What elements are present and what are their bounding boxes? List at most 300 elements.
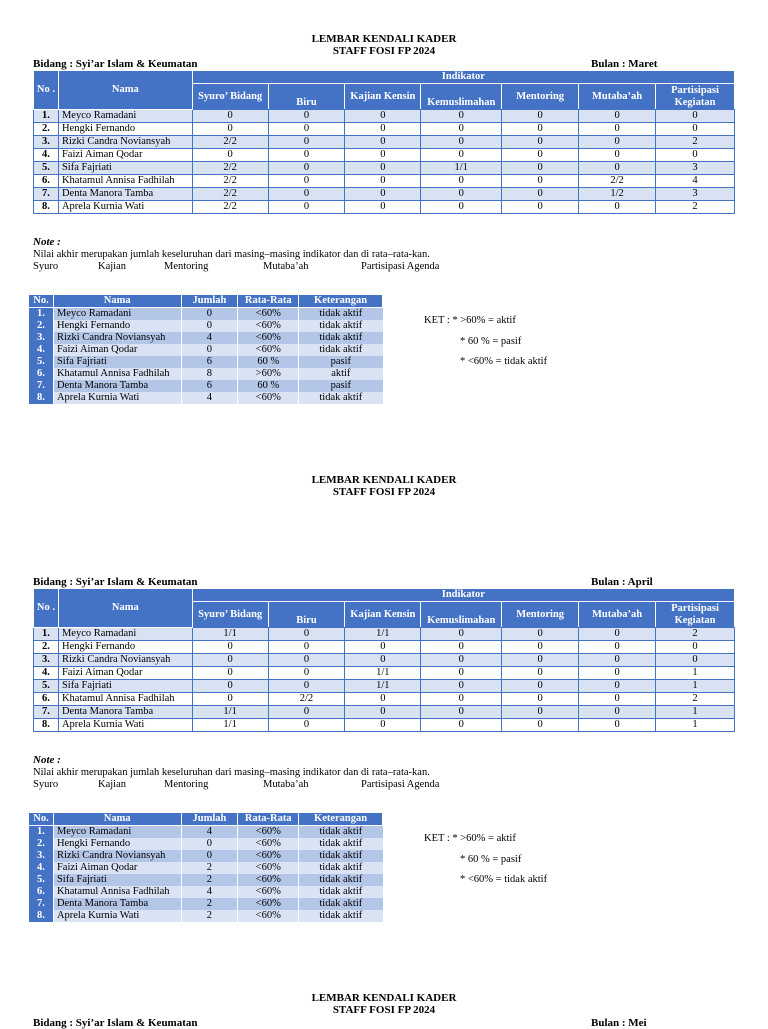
cell-kemus: 0 — [421, 136, 502, 149]
cell-ket: tidak aktif — [299, 862, 383, 874]
cell-mentoring: 0 — [502, 641, 579, 654]
cell-kajian: 0 — [345, 693, 421, 706]
cell-nama: Meyco Ramadani — [53, 826, 181, 839]
cell-kajian: 0 — [345, 110, 421, 123]
cell-syuro: 0 — [192, 149, 268, 162]
cell-jumlah: 2 — [181, 862, 238, 874]
cell-mutabaah: 0 — [579, 654, 656, 667]
cell-partisipasi: 0 — [656, 149, 735, 162]
cell-mutabaah: 0 — [579, 680, 656, 693]
cell-rata: <60% — [238, 850, 299, 862]
cell-ket: aktif — [299, 368, 383, 380]
cell-kemus: 0 — [421, 110, 502, 123]
hdr-mentoring: Mentoring — [164, 779, 209, 790]
bulan-label: Bulan : Mei — [591, 1017, 647, 1029]
col-mutabaah: Mutaba’ah — [579, 84, 656, 110]
cell-no: 7. — [29, 898, 54, 910]
cell-mentoring: 0 — [502, 706, 579, 719]
cell-biru: 0 — [268, 641, 345, 654]
cell-ket: tidak aktif — [299, 392, 383, 404]
note-label: Note : — [33, 236, 61, 248]
hdr-syuro: Syuro — [33, 261, 59, 272]
cell-kajian: 0 — [345, 654, 421, 667]
cell-biru: 0 — [268, 201, 345, 214]
cell-ket: pasif — [299, 356, 383, 368]
table-row — [29, 368, 383, 380]
table-row — [29, 898, 383, 910]
cell-biru: 0 — [268, 706, 345, 719]
cell-no: 5. — [34, 680, 59, 693]
cell-mutabaah: 1/2 — [579, 188, 656, 201]
cell-no: 3. — [34, 136, 59, 149]
table-row — [34, 201, 735, 214]
cell-biru: 0 — [268, 149, 345, 162]
cell-biru: 0 — [268, 136, 345, 149]
cell-mentoring: 0 — [502, 188, 579, 201]
table-row — [29, 356, 383, 368]
col-kemuslimahan: Kemuslimahan — [421, 84, 502, 110]
cell-biru: 0 — [268, 628, 345, 641]
sum-col-ket: Keterangan — [299, 813, 383, 826]
table-row — [34, 693, 735, 706]
cell-biru: 2/2 — [268, 693, 345, 706]
hdr-mentoring: Mentoring — [164, 261, 209, 272]
table-row — [34, 123, 735, 136]
cell-jumlah: 2 — [181, 898, 238, 910]
cell-syuro: 0 — [192, 641, 268, 654]
cell-nama: Khatamul Annisa Fadhilah — [53, 368, 181, 380]
cell-no: 4. — [29, 862, 54, 874]
table-row — [29, 850, 383, 862]
table-row — [29, 392, 383, 404]
cell-partisipasi: 3 — [656, 188, 735, 201]
cell-nama: Sifa Fajriati — [58, 680, 192, 693]
ket-line-2: * 60 % = pasif — [460, 854, 522, 865]
cell-mentoring: 0 — [502, 149, 579, 162]
cell-rata: <60% — [238, 898, 299, 910]
col-biru: Biru — [268, 84, 345, 110]
hdr-partisipasi: Partisipasi Agenda — [361, 261, 440, 272]
cell-syuro: 2/2 — [192, 175, 268, 188]
cell-no: 8. — [29, 392, 54, 404]
cell-no: 7. — [29, 380, 54, 392]
cell-rata: <60% — [238, 344, 299, 356]
cell-ket: tidak aktif — [299, 898, 383, 910]
page-title: LEMBAR KENDALI KADER — [311, 33, 457, 45]
cell-nama: Denta Manora Tamba — [53, 380, 181, 392]
cell-biru: 0 — [268, 175, 345, 188]
cell-rata: <60% — [238, 874, 299, 886]
cell-partisipasi: 1 — [656, 719, 735, 732]
note-text: Nilai akhir merupakan jumlah keseluruhan dari masing–masing indikator dan di rata–rata-kan. — [33, 249, 430, 260]
cell-kajian: 0 — [345, 641, 421, 654]
cell-jumlah: 0 — [181, 308, 238, 321]
sum-col-nama: Nama — [53, 295, 181, 308]
ket-line-1: KET : * >60% = aktif — [424, 315, 516, 326]
col-kemuslimahan: Kemuslimahan — [421, 602, 502, 628]
cell-kajian: 1/1 — [345, 680, 421, 693]
cell-no: 1. — [34, 110, 59, 123]
cell-syuro: 0 — [192, 693, 268, 706]
page-title: LEMBAR KENDALI KADER — [311, 992, 457, 1004]
cell-no: 8. — [34, 719, 59, 732]
cell-partisipasi: 2 — [656, 693, 735, 706]
hdr-mutabaah: Mutaba’ah — [263, 261, 309, 272]
cell-kemus: 0 — [421, 641, 502, 654]
cell-mutabaah: 0 — [579, 110, 656, 123]
cell-partisipasi: 1 — [656, 667, 735, 680]
col-biru: Biru — [268, 602, 345, 628]
cell-jumlah: 2 — [181, 874, 238, 886]
sum-col-rata: Rata-Rata — [238, 813, 299, 826]
cell-mutabaah: 0 — [579, 201, 656, 214]
col-partisipasi: Partisipasi Kegiatan — [656, 602, 735, 628]
cell-mentoring: 0 — [502, 628, 579, 641]
cell-kemus: 0 — [421, 175, 502, 188]
table-row — [34, 162, 735, 175]
cell-ket: pasif — [299, 380, 383, 392]
cell-no: 6. — [34, 175, 59, 188]
cell-kajian: 0 — [345, 201, 421, 214]
cell-no: 5. — [29, 356, 54, 368]
cell-nama: Hengki Fernando — [53, 320, 181, 332]
cell-nama: Hengki Fernando — [58, 641, 192, 654]
cell-kajian: 0 — [345, 175, 421, 188]
cell-jumlah: 0 — [181, 850, 238, 862]
table-row — [34, 719, 735, 732]
cell-jumlah: 8 — [181, 368, 238, 380]
cell-jumlah: 4 — [181, 332, 238, 344]
hdr-mutabaah: Mutaba’ah — [263, 779, 309, 790]
cell-kajian: 0 — [345, 188, 421, 201]
ket-line-3: * <60% = tidak aktif — [460, 874, 548, 885]
cell-ket: tidak aktif — [299, 850, 383, 862]
cell-partisipasi: 1 — [656, 706, 735, 719]
cell-biru: 0 — [268, 162, 345, 175]
cell-rata: <60% — [238, 392, 299, 404]
cell-partisipasi: 2 — [656, 201, 735, 214]
cell-syuro: 2/2 — [192, 162, 268, 175]
note-label: Note : — [33, 754, 61, 766]
table-row — [29, 910, 383, 922]
cell-mutabaah: 0 — [579, 628, 656, 641]
cell-nama: Faizi Aiman Qodar — [58, 149, 192, 162]
cell-nama: Khatamul Annisa Fadhilah — [53, 886, 181, 898]
cell-no: 6. — [34, 693, 59, 706]
cell-kajian: 0 — [345, 719, 421, 732]
col-syuro: Syuro’ Bidang — [192, 602, 268, 628]
cell-no: 5. — [34, 162, 59, 175]
cell-syuro: 2/2 — [192, 188, 268, 201]
cell-kemus: 0 — [421, 201, 502, 214]
table-row — [29, 826, 383, 839]
cell-nama: Hengki Fernando — [53, 838, 181, 850]
bidang-label: Bidang : Syi’ar Islam & Keumatan — [33, 576, 198, 588]
table-row — [34, 188, 735, 201]
summary-table — [28, 294, 383, 404]
cell-kajian: 0 — [345, 162, 421, 175]
cell-kajian: 0 — [345, 149, 421, 162]
cell-mentoring: 0 — [502, 693, 579, 706]
cell-no: 8. — [29, 910, 54, 922]
cell-nama: Faizi Aiman Qodar — [53, 344, 181, 356]
col-indikator: Indikator — [192, 589, 734, 602]
cell-mentoring: 0 — [502, 680, 579, 693]
cell-mutabaah: 2/2 — [579, 175, 656, 188]
cell-syuro: 0 — [192, 123, 268, 136]
cell-no: 3. — [29, 850, 54, 862]
sum-col-no: No. — [29, 813, 54, 826]
cell-no: 4. — [29, 344, 54, 356]
cell-mentoring: 0 — [502, 654, 579, 667]
col-syuro: Syuro’ Bidang — [192, 84, 268, 110]
bulan-label: Bulan : April — [591, 576, 653, 588]
summary-table — [28, 812, 383, 922]
col-partisipasi: Partisipasi Kegiatan — [656, 84, 735, 110]
cell-ket: tidak aktif — [299, 886, 383, 898]
cell-kemus: 0 — [421, 693, 502, 706]
cell-syuro: 2/2 — [192, 136, 268, 149]
cell-mentoring: 0 — [502, 110, 579, 123]
cell-partisipasi: 4 — [656, 175, 735, 188]
cell-nama: Denta Manora Tamba — [53, 898, 181, 910]
hdr-partisipasi: Partisipasi Agenda — [361, 779, 440, 790]
cell-mentoring: 0 — [502, 175, 579, 188]
table-row — [34, 641, 735, 654]
table-row — [29, 886, 383, 898]
cell-nama: Meyco Ramadani — [58, 628, 192, 641]
cell-mutabaah: 0 — [579, 123, 656, 136]
cell-no: 6. — [29, 368, 54, 380]
table-row — [29, 838, 383, 850]
cell-partisipasi: 1 — [656, 680, 735, 693]
cell-no: 7. — [34, 188, 59, 201]
cell-mutabaah: 0 — [579, 136, 656, 149]
cell-kemus: 0 — [421, 123, 502, 136]
table-row — [29, 380, 383, 392]
cell-partisipasi: 3 — [656, 162, 735, 175]
cell-jumlah: 6 — [181, 380, 238, 392]
cell-nama: Rizki Candra Noviansyah — [53, 850, 181, 862]
sum-col-jumlah: Jumlah — [181, 295, 238, 308]
table-row — [29, 862, 383, 874]
cell-jumlah: 6 — [181, 356, 238, 368]
table-row — [34, 136, 735, 149]
cell-partisipasi: 0 — [656, 123, 735, 136]
cell-no: 1. — [29, 826, 54, 839]
cell-nama: Aprela Kurnia Wati — [58, 201, 192, 214]
cell-jumlah: 4 — [181, 392, 238, 404]
cell-biru: 0 — [268, 719, 345, 732]
cell-no: 2. — [34, 641, 59, 654]
cell-no: 6. — [29, 886, 54, 898]
table-row — [34, 654, 735, 667]
cell-partisipasi: 2 — [656, 136, 735, 149]
cell-nama: Aprela Kurnia Wati — [53, 392, 181, 404]
cell-nama: Sifa Fajriati — [53, 874, 181, 886]
cell-nama: Rizki Candra Noviansyah — [53, 332, 181, 344]
cell-kajian: 1/1 — [345, 667, 421, 680]
cell-no: 3. — [29, 332, 54, 344]
table-row — [34, 680, 735, 693]
cell-kemus: 0 — [421, 667, 502, 680]
cell-syuro: 0 — [192, 654, 268, 667]
cell-nama: Sifa Fajriati — [58, 162, 192, 175]
col-mentoring: Mentoring — [502, 602, 579, 628]
cell-no: 7. — [34, 706, 59, 719]
cell-ket: tidak aktif — [299, 826, 383, 839]
cell-rata: 60 % — [238, 356, 299, 368]
hdr-kajian: Kajian — [98, 261, 126, 272]
cell-kemus: 0 — [421, 188, 502, 201]
cell-no: 1. — [34, 628, 59, 641]
cell-rata: >60% — [238, 368, 299, 380]
cell-kemus: 0 — [421, 654, 502, 667]
col-mutabaah: Mutaba’ah — [579, 602, 656, 628]
table-row — [34, 110, 735, 123]
cell-nama: Aprela Kurnia Wati — [58, 719, 192, 732]
cell-mentoring: 0 — [502, 719, 579, 732]
cell-mutabaah: 0 — [579, 162, 656, 175]
cell-jumlah: 0 — [181, 320, 238, 332]
cell-kemus: 1/1 — [421, 162, 502, 175]
cell-rata: <60% — [238, 320, 299, 332]
cell-mutabaah: 0 — [579, 641, 656, 654]
cell-biru: 0 — [268, 188, 345, 201]
hdr-syuro: Syuro — [33, 779, 59, 790]
cell-no: 4. — [34, 149, 59, 162]
table-row — [29, 874, 383, 886]
cell-no: 3. — [34, 654, 59, 667]
col-kajian: Kajian Kensin — [345, 602, 421, 628]
cell-biru: 0 — [268, 654, 345, 667]
indicator-table — [33, 588, 735, 732]
cell-ket: tidak aktif — [299, 320, 383, 332]
cell-nama: Meyco Ramadani — [53, 308, 181, 321]
cell-nama: Faizi Aiman Qodar — [53, 862, 181, 874]
cell-kemus: 0 — [421, 149, 502, 162]
cell-mutabaah: 0 — [579, 667, 656, 680]
cell-mutabaah: 0 — [579, 693, 656, 706]
cell-mentoring: 0 — [502, 201, 579, 214]
cell-ket: tidak aktif — [299, 308, 383, 321]
page-subtitle: STAFF FOSI FP 2024 — [332, 45, 436, 57]
cell-no: 2. — [29, 320, 54, 332]
col-kajian: Kajian Kensin — [345, 84, 421, 110]
col-indikator: Indikator — [192, 71, 734, 84]
cell-nama: Rizki Candra Noviansyah — [58, 654, 192, 667]
cell-jumlah: 0 — [181, 344, 238, 356]
cell-syuro: 0 — [192, 110, 268, 123]
cell-syuro: 0 — [192, 667, 268, 680]
page-subtitle: STAFF FOSI FP 2024 — [332, 486, 436, 498]
cell-mutabaah: 0 — [579, 706, 656, 719]
cell-biru: 0 — [268, 680, 345, 693]
cell-no: 8. — [34, 201, 59, 214]
cell-nama: Hengki Fernando — [58, 123, 192, 136]
col-nama: Nama — [58, 71, 192, 110]
cell-rata: <60% — [238, 886, 299, 898]
cell-partisipasi: 2 — [656, 628, 735, 641]
page-subtitle: STAFF FOSI FP 2024 — [332, 1004, 436, 1016]
cell-mentoring: 0 — [502, 162, 579, 175]
cell-no: 1. — [29, 308, 54, 321]
cell-nama: Faizi Aiman Qodar — [58, 667, 192, 680]
sum-col-ket: Keterangan — [299, 295, 383, 308]
table-row — [34, 628, 735, 641]
cell-biru: 0 — [268, 123, 345, 136]
cell-rata: <60% — [238, 862, 299, 874]
table-row — [29, 344, 383, 356]
cell-partisipasi: 0 — [656, 654, 735, 667]
cell-kemus: 0 — [421, 628, 502, 641]
cell-rata: <60% — [238, 332, 299, 344]
cell-partisipasi: 0 — [656, 641, 735, 654]
cell-nama: Denta Manora Tamba — [58, 706, 192, 719]
sum-col-jumlah: Jumlah — [181, 813, 238, 826]
cell-syuro: 0 — [192, 680, 268, 693]
bidang-label: Bidang : Syi’ar Islam & Keumatan — [33, 58, 198, 70]
cell-rata: <60% — [238, 910, 299, 922]
cell-mentoring: 0 — [502, 667, 579, 680]
cell-nama: Rizki Candra Noviansyah — [58, 136, 192, 149]
ket-line-2: * 60 % = pasif — [460, 336, 522, 347]
col-mentoring: Mentoring — [502, 84, 579, 110]
cell-kajian: 0 — [345, 706, 421, 719]
note-text: Nilai akhir merupakan jumlah keseluruhan dari masing–masing indikator dan di rata–rata-kan. — [33, 767, 430, 778]
cell-kajian: 1/1 — [345, 628, 421, 641]
table-row — [29, 308, 383, 321]
cell-no: 2. — [34, 123, 59, 136]
cell-nama: Sifa Fajriati — [53, 356, 181, 368]
cell-rata: <60% — [238, 308, 299, 321]
cell-kemus: 0 — [421, 680, 502, 693]
cell-biru: 0 — [268, 110, 345, 123]
table-row — [29, 320, 383, 332]
cell-kemus: 0 — [421, 706, 502, 719]
cell-ket: tidak aktif — [299, 838, 383, 850]
cell-mentoring: 0 — [502, 123, 579, 136]
sum-col-no: No. — [29, 295, 54, 308]
cell-rata: <60% — [238, 838, 299, 850]
cell-nama: Denta Manora Tamba — [58, 188, 192, 201]
cell-ket: tidak aktif — [299, 874, 383, 886]
cell-jumlah: 4 — [181, 886, 238, 898]
cell-partisipasi: 0 — [656, 110, 735, 123]
cell-nama: Khatamul Annisa Fadhilah — [58, 175, 192, 188]
sum-col-nama: Nama — [53, 813, 181, 826]
cell-no: 2. — [29, 838, 54, 850]
cell-rata: <60% — [238, 826, 299, 839]
table-row — [34, 667, 735, 680]
page-title: LEMBAR KENDALI KADER — [311, 474, 457, 486]
cell-kajian: 0 — [345, 136, 421, 149]
table-row — [29, 332, 383, 344]
ket-line-3: * <60% = tidak aktif — [460, 356, 548, 367]
cell-ket: tidak aktif — [299, 910, 383, 922]
cell-jumlah: 2 — [181, 910, 238, 922]
cell-nama: Aprela Kurnia Wati — [53, 910, 181, 922]
cell-kemus: 0 — [421, 719, 502, 732]
col-no: No . — [34, 589, 59, 628]
table-row — [34, 706, 735, 719]
ket-line-1: KET : * >60% = aktif — [424, 833, 516, 844]
cell-ket: tidak aktif — [299, 344, 383, 356]
indicator-table — [33, 70, 735, 214]
cell-kajian: 0 — [345, 123, 421, 136]
cell-mutabaah: 0 — [579, 719, 656, 732]
cell-jumlah: 4 — [181, 826, 238, 839]
